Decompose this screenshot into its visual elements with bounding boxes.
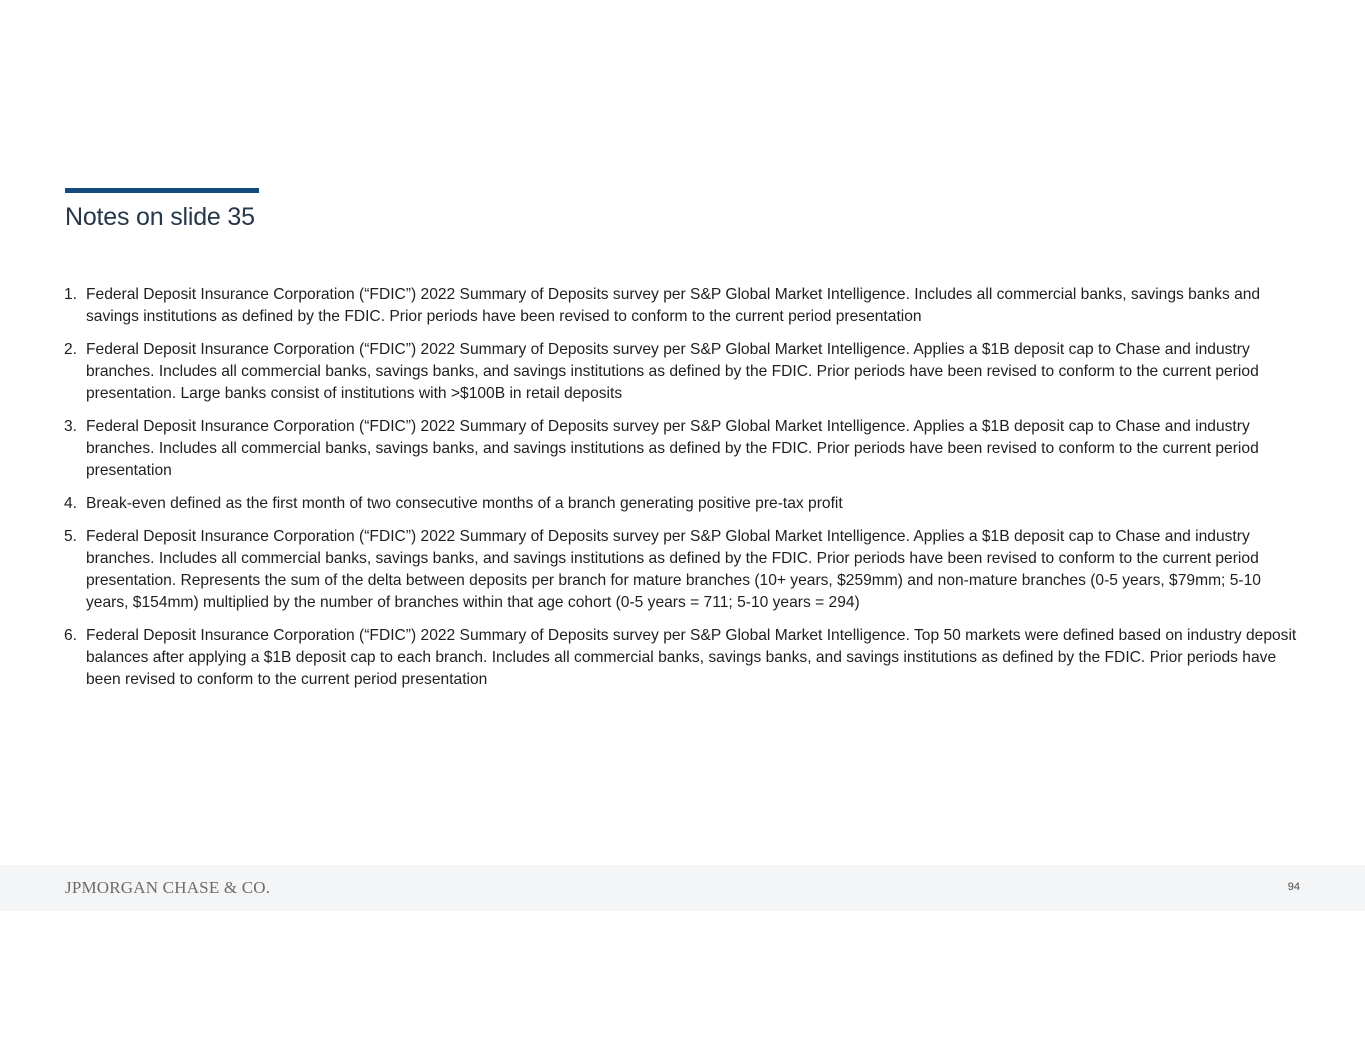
note-text: Break-even defined as the first month of two consecutive months of a branch generating positive pre-tax profit <box>86 495 843 512</box>
note-text: Federal Deposit Insurance Corporation (“FDIC”) 2022 Summary of Deposits survey per S&P Global Market Intelligence. Applies a $1B deposit cap to Chase and industry branches. Includes all commercial banks, savings banks, and savings institutions as defined by the FDIC. Prior periods have been revised to conform to the current period presentation. Represents the sum of the delta between deposits per branch for mature branches (10+ years, $259mm) and non-mature branches (0-5 years, $79mm; 5-10 years, $154mm) multiplied by the number of branches within that age cohort (0-5 years = 711; 5-10 years = 294) <box>86 528 1261 611</box>
company-logo: JPMORGAN CHASE & CO. <box>65 878 271 897</box>
note-text: Federal Deposit Insurance Corporation (“FDIC”) 2022 Summary of Deposits survey per S&P Global Market Intelligence. Top 50 markets were defined based on industry deposit balances after applying a $1B deposit cap to each branch. Includes all commercial banks, savings banks, and savings institutions as defined by the FDIC. Prior periods have been revised to conform to the current period presentation <box>86 627 1297 688</box>
note-text: Federal Deposit Insurance Corporation (“FDIC”) 2022 Summary of Deposits survey per S&P Global Market Intelligence. Includes all commercial banks, savings banks and savings institutions as defined by the FDIC. Prior periods have been revised to conform to the current period presentation <box>86 286 1261 325</box>
note-item <box>64 526 1300 614</box>
note-text: Federal Deposit Insurance Corporation (“FDIC”) 2022 Summary of Deposits survey per S&P Global Market Intelligence. Applies a $1B deposit cap to Chase and industry branches. Includes all commercial banks, savings banks, and savings institutions as defined by the FDIC. Prior periods have been revised to conform to the current period presentation <box>86 418 1259 479</box>
note-item <box>64 284 1300 328</box>
page-title: Notes on slide 35 <box>65 203 255 231</box>
note-item <box>64 339 1300 405</box>
note-item <box>64 625 1300 691</box>
title-accent-bar <box>65 188 259 193</box>
note-item <box>64 493 1300 515</box>
footer-bar <box>0 865 1365 911</box>
note-number: 1. <box>64 286 78 303</box>
note-number: 6. <box>64 627 78 644</box>
notes-list <box>64 284 1300 702</box>
note-number: 4. <box>64 495 78 512</box>
note-number: 5. <box>64 528 78 545</box>
note-number: 3. <box>64 418 78 435</box>
note-number: 2. <box>64 341 78 358</box>
note-item <box>64 416 1300 482</box>
note-text: Federal Deposit Insurance Corporation (“FDIC”) 2022 Summary of Deposits survey per S&P Global Market Intelligence. Applies a $1B deposit cap to Chase and industry branches. Includes all commercial banks, savings banks, and savings institutions as defined by the FDIC. Prior periods have been revised to conform to the current period presentation. Large banks consist of institutions with >$100B in retail deposits <box>86 341 1259 402</box>
page-number: 94 <box>1287 881 1300 893</box>
